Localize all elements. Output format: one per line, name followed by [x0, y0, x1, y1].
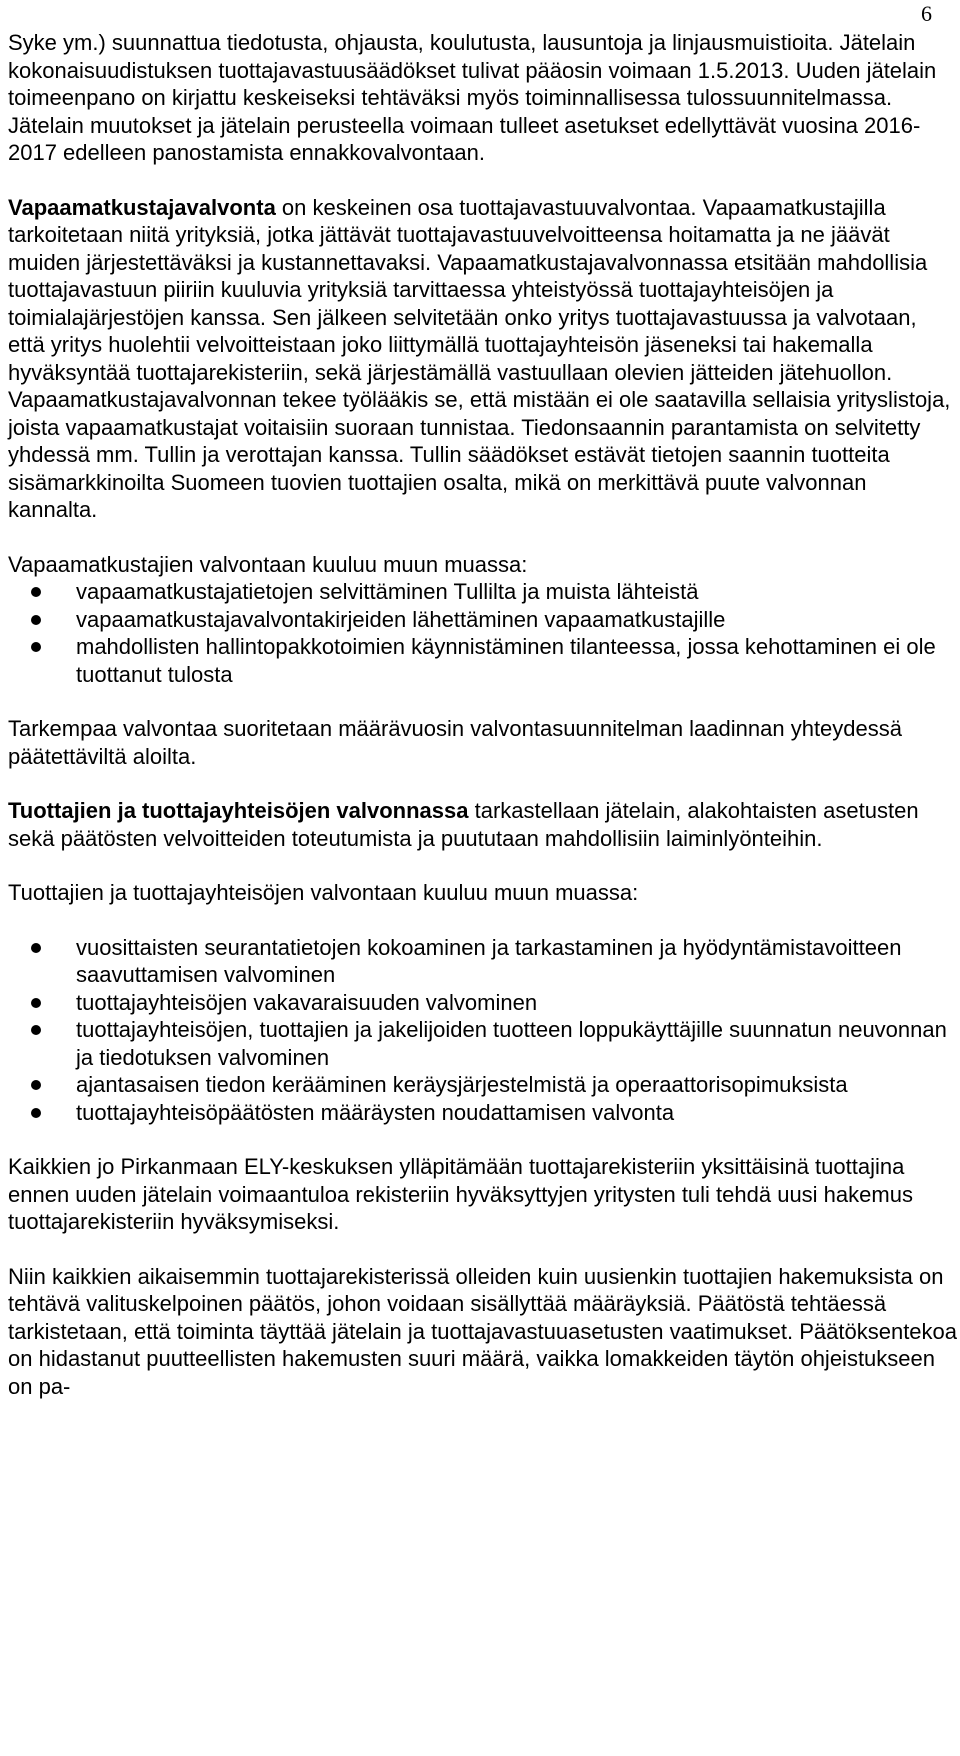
document-body [8, 29, 958, 1400]
freerider-control-text: on keskeinen osa tuottajavastuuvalvontaa. Vapaamatkustajilla tarkoitetaan niitä yrityksiä, jotka jättävät tuottajavastuuvelvoitteensa hoitamatta ja ne jäävät muiden järjestettäväksi ja kustannettavaksi. Vapaamatkustajavalvonnassa etsitään mahdollisia tuottajavastuun piiriin kuuluvia yrityksiä tarvittaessa yhteistyössä tuottajayhteisöjen ja toimialajärjestöjen kanssa. Sen jälkeen selvitetään onko yritys tuottajavastuussa ja valvotaan, että yritys huolehtii velvoitteistaan joko liittymällä tuottajayhteisön jäseneksi tai hakemalla hyväksyntää tuottajarekisteriin, sekä järjestämällä vastuullaan olevien jätteiden jätehuollon. Vapaamatkustajavalvonnan tekee työlääkis se, että mistään ei ole saatavilla sellaisia yrityslistoja, joista vapaamatkustajat voitaisiin suoraan tunnistaa. Tiedonsaannin parantamista on selvitetty yhdessä mm. Tullin ja verottajan kanssa. Tullin säädökset estävät tietojen saannin tuotteita sisämarkkinoilta Suomeen tuovien tuottajien osalta, mikä on merkittävä puute valvonnan kannalta. [8, 194, 951, 522]
paragraph-producer-control [8, 797, 958, 852]
list-item: tuottajayhteisöjen, tuottajien ja jakelijoiden tuotteen loppukäyttäjille suunnatun neuvonnan ja tiedotuksen valvominen [8, 1016, 958, 1071]
paragraph-freerider-list-intro: Vapaamatkustajien valvontaan kuuluu muun muassa: [8, 551, 528, 577]
paragraph-detailed-control: Tarkempaa valvontaa suoritetaan määrävuosin valvontasuunnitelman laadinnan yhteydessä päätettäviltä aloilta. [8, 716, 902, 769]
list-item: vapaamatkustajavalvontakirjeiden lähettäminen vapaamatkustajille [8, 606, 958, 634]
paragraph-gap [8, 1236, 958, 1263]
freerider-control-list [8, 578, 958, 688]
list-item: ajantasaisen tiedon kerääminen keräysjärjestelmistä ja operaattorisopimuksista [8, 1071, 958, 1099]
list-item: tuottajayhteisöjen vakavaraisuuden valvominen [8, 989, 958, 1017]
paragraph-gap [8, 524, 958, 551]
paragraph-decisions: Niin kaikkien aikaisemmin tuottajarekisterissä olleiden kuin uusienkin tuottajien hakemuksista on tehtävä valituskelpoinen päätös, johon voidaan sisällyttää määräyksiä. Päätöstä tehtäessä tarkistetaan, että toiminta täyttää jätelain ja tuottajavastuuasetusten vaatimukset. Päätöksentekoa on hidastanut puutteellisten hakemusten suuri määrä, vaikka lomakkeiden täytön ohjeistukseen on pa- [8, 1263, 958, 1399]
list-item: mahdollisten hallintopakkotoimien käynnistäminen tilanteessa, jossa kehottaminen ei ole tuottanut tulosta [8, 633, 958, 688]
list-item: tuottajayhteisöpäätösten määräysten noudattamisen valvonta [8, 1099, 958, 1127]
paragraph-producer-list-intro: Tuottajien ja tuottajayhteisöjen valvontaan kuuluu muun muassa: [8, 880, 639, 905]
paragraph-freerider-control [8, 194, 958, 524]
paragraph-gap [8, 770, 958, 797]
page-number: 6 [921, 1, 932, 26]
paragraph-gap [8, 1126, 958, 1153]
paragraph-gap [8, 907, 958, 934]
paragraph-gap [8, 688, 958, 715]
producer-control-list [8, 934, 958, 1127]
paragraph-register-applications: Kaikkien jo Pirkanmaan ELY-keskuksen ylläpitämään tuottajarekisteriin yksittäisinä tuottajina ennen uuden jätelain voimaantuloa rekisteriin hyväksyttyjen yritysten tuli tehdä uusi hakemus tuottajarekisteriin hyväksymiseksi. [8, 1154, 913, 1234]
paragraph-gap [8, 852, 958, 879]
paragraph-intro: Syke ym.) suunnattua tiedotusta, ohjausta, koulutusta, lausuntoja ja linjausmuistioita. Jätelain kokonaisuudistuksen tuottajavastuusäädökset tulivat pääosin voimaan 1.5.2013. Uuden jätelain toimeenpano on kirjattu keskeiseksi tehtäväksi myös toiminnallisessa tulossuunnitelmassa. Jätelain muutokset ja jätelain perusteella voimaan tulleet asetukset edellyttävät vuosina 2016-2017 edelleen panostamista ennakkovalvontaan. [8, 30, 937, 165]
producer-control-text: tarkastellaan jätelain, alakohtaisten asetusten sekä päätösten velvoitteiden toteutumista ja puututaan mahdollisiin laiminlyönteihin. [8, 798, 919, 851]
paragraph-gap [8, 167, 958, 194]
list-item: vuosittaisten seurantatietojen kokoaminen ja tarkastaminen ja hyödyntämistavoitteen saavuttamisen valvominen [8, 934, 958, 989]
producer-control-heading: Tuottajien ja tuottajayhteisöjen valvonnassa [8, 798, 469, 823]
list-item: vapaamatkustajatietojen selvittäminen Tullilta ja muista lähteistä [8, 578, 958, 606]
freerider-control-heading: Vapaamatkustajavalvonta [8, 194, 276, 220]
